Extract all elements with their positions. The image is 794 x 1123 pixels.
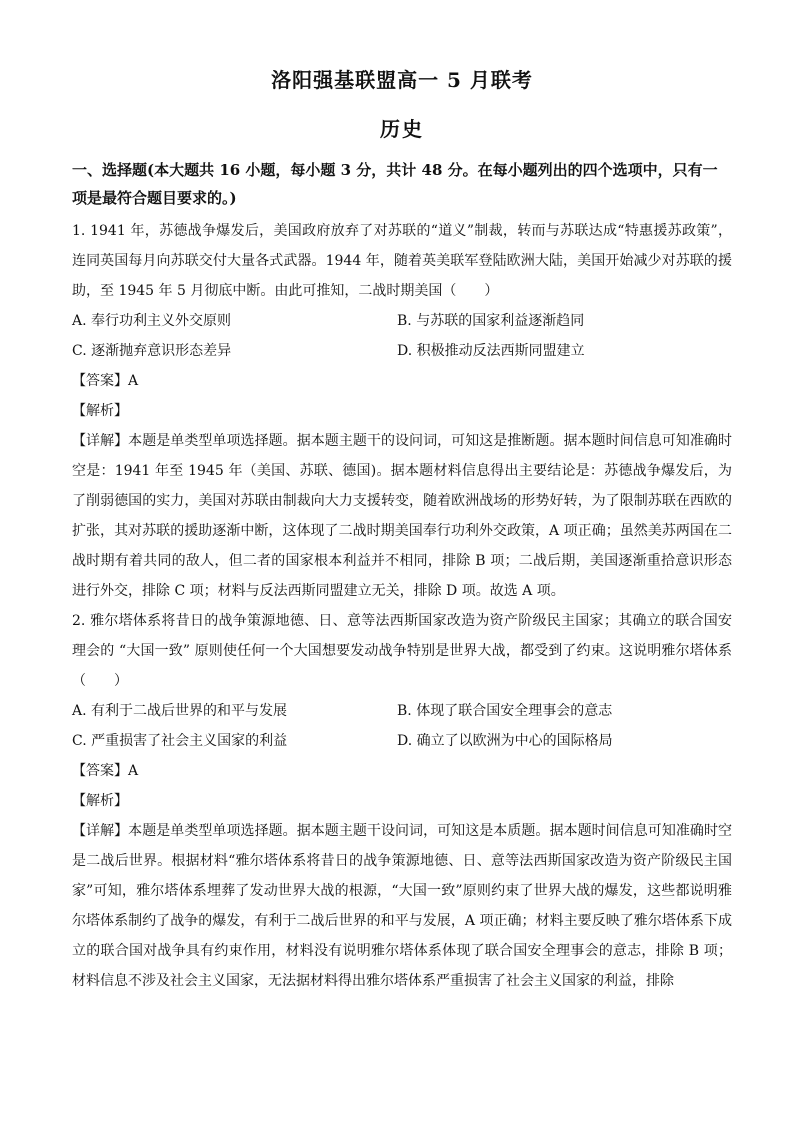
subject-title: 历史 [380, 117, 424, 141]
question-stem: 1. 1941 年，苏德战争爆发后，美国政府放弃了对苏联的“道义”制裁，转而与苏联达成“特惠援苏政策”，连同英国每月向苏联交付大量各式武器。1944 年，随着英美联军登陆欧洲大陆，美国开始减少对苏联的援助，至 1945 年 5 月彻底中断。由此可推知，二战时期美国（ ） [72, 223, 732, 299]
detail-explanation: 【详解】本题是单类型单项选择题。据本题主题干设问词，可知这是本质题。据本题时间信息可知准确时空是二战后世界。根据材料“雅尔塔体系将昔日的战争策源地德、日、意等法西斯国家改造为资产阶级民主国家”可知，雅尔塔体系埋葬了发动世界大战的根源，“大国一致”原则约束了世界大战的爆发，这些都说明雅尔塔体系制约了战争的爆发，有利于二战后世界的和平与发展，A 项正确；材料主要反映了雅尔塔体系下成立的联合国对战争具有约束作用，材料没有说明雅尔塔体系体现了联合国安全理事会的意志，排除 B 项；材料信息不涉及社会主义国家，无法据材料得出雅尔塔体系严重损害了社会主义国家的利益，排除 [72, 823, 732, 989]
option-d: D. 确立了以欧洲为中心的国际格局 [397, 733, 613, 749]
option-list [72, 696, 732, 756]
option-b: B. 体现了联合国安全理事会的意志 [397, 703, 613, 719]
answer-label: 【答案】A [72, 373, 139, 389]
question-1 [72, 216, 732, 606]
detail-explanation: 【详解】本题是单类型单项选择题。据本题主题干的设问词，可知这是推断题。据本题时间信息可知准确时空是：1941 年至 1945 年（美国、苏联、德国)。据本题材料信息得出主要结论是：苏德战争爆发后，为了削弱德国的实力，美国对苏联由制裁向大力支援转变，随着欧洲战场的形势好转，为了限制苏联在西欧的扩张，其对苏联的援助逐渐中断，这体现了二战时期美国奉行功利外交政策，A 项正确；虽然美苏两国在二战时期有着共同的敌人，但二者的国家根本利益并不相同，排除 B 项；二战后期，美国逐渐重拾意识形态进行外交，排除 C 项；材料与反法西斯同盟建立无关，排除 D 项。故选 A 项。 [72, 433, 732, 599]
option-list [72, 306, 732, 366]
section-header: 一、选择题(本大题共 16 小题，每小题 3 分，共计 48 分。在每小题列出的四个选项中，只有一项是最符合题目要求的。) [72, 161, 718, 207]
option-a: A. 奉行功利主义外交原则 [72, 313, 232, 329]
exam-page [72, 64, 732, 996]
option-a: A. 有利于二战后世界的和平与发展 [72, 703, 288, 719]
analysis-label: 【解析】 [72, 793, 128, 809]
option-c: C. 严重损害了社会主义国家的利益 [72, 733, 288, 749]
option-d: D. 积极推动反法西斯同盟建立 [397, 343, 585, 359]
option-c: C. 逐渐抛弃意识形态差异 [72, 343, 232, 359]
answer-label: 【答案】A [72, 763, 139, 779]
page-title: 洛阳强基联盟高一 5 月联考 [271, 68, 533, 92]
question-stem: 2. 雅尔塔体系将昔日的战争策源地德、日、意等法西斯国家改造为资产阶级民主国家；其确立的联合国安理会的 “大国一致” 原则使任何一个大国想要发动战争特别是世界大战，都受到了约束。这说明雅尔塔体系（ ） [72, 613, 732, 689]
question-2 [72, 606, 732, 996]
analysis-label: 【解析】 [72, 403, 128, 419]
option-b: B. 与苏联的国家利益逐渐趋同 [397, 313, 585, 329]
